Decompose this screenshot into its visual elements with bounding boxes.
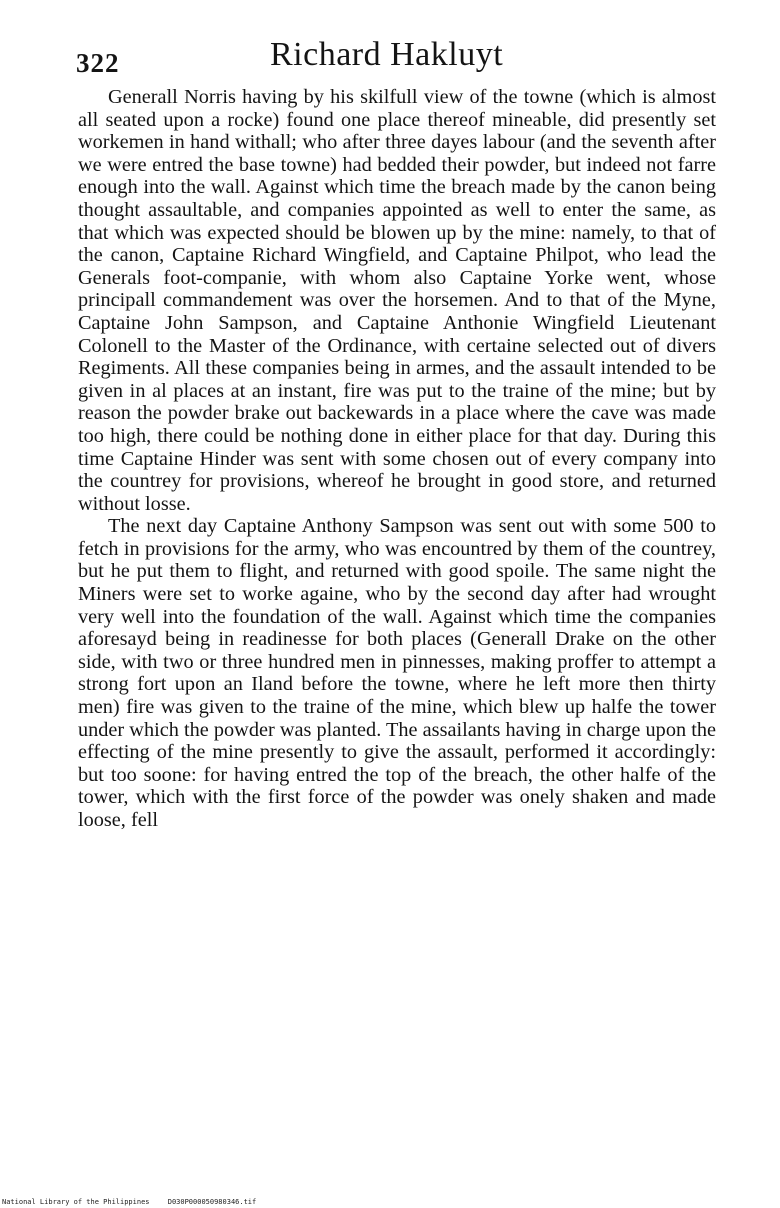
paragraph-1: Generall Norris having by his skilfull view of the towne (which is almost all seated upon a rocke) found one place thereof mineable, did presently set workemen in hand withall; who after three dayes labour (and the seventh after we were entred the base towne) had bedded their powder, but indeed not farre enough into the wall. Against which time the breach made by the canon being thought assaultable, and companies appointed as well to enter the same, as that which was expected should be blowen up by the mine: namely, to that of the canon, Captaine Richard Wingfield, and Captaine Philpot, who lead the Generals foot-companie, with whom also Captaine Yorke went, whose principall commandement was over the horsemen. And to that of the Myne, Captaine John Sampson, and Captaine Anthonie Wingfield Lieutenant Colonell to the Master of the Ordinance, with certaine selected out of divers Regiments. All these companies being in armes, and the assault intended to be given in al places at an instant, fire was put to the traine of the mine; but by reason the powder brake out backewards in a place where the cave was made too high, there could be nothing done in either place for that day. During this time Captaine Hinder was sent with some chosen out of every company into the countrey for provisions, whereof he brought in good store, and returned without losse. (78, 86, 716, 515)
library-name: National Library of the Philippines (2, 1198, 150, 1206)
running-head: Richard Hakluyt (270, 36, 504, 73)
page-number: 322 (76, 48, 120, 78)
paragraph-2: The next day Captaine Anthony Sampson was sent out with some 500 to fetch in provisions for the army, who was encountred by them of the countrey, but he put them to flight, and returned with good spoile. The same night the Miners were set to worke againe, who by the second day after had wrought very well into the foundation of the wall. Against which time the companies aforesayd being in readinesse for both places (Generall Drake on the other side, with two or three hundred men in pinnesses, making proffer to attempt a strong fort upon an Iland before the towne, where he left more then thirty men) fire was given to the traine of the mine, which blew up halfe the tower under which the powder was planted. The assailants having in charge upon the effecting of the mine presently to give the assault, performed it accordingly: but too soone: for having entred the top of the breach, the other halfe of the tower, which with the first force of the powder was onely shaken and made loose, fell (78, 515, 716, 831)
file-id: D030P000050980346.tif (167, 1198, 257, 1206)
page-header (76, 36, 726, 86)
scan-footer (2, 1198, 256, 1206)
body-text (78, 86, 716, 832)
